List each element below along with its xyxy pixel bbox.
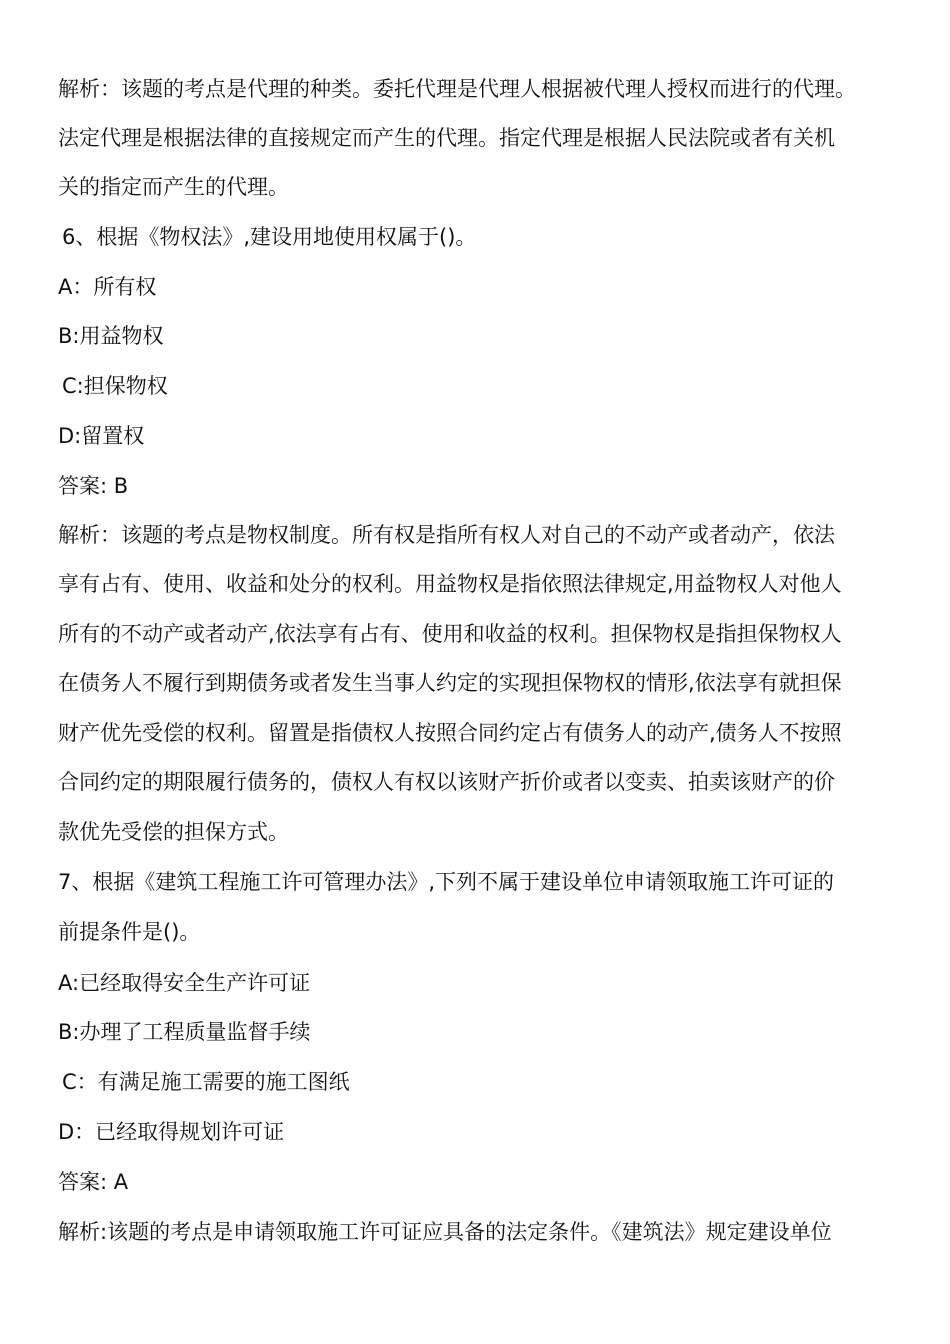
question-6-option-b: B:用益物权 [58, 324, 164, 348]
analysis-q5-line2: 法定代理是根据法律的直接规定而产生的代理。指定代理是根据人民法院或者有关机 [58, 126, 835, 150]
question-7-option-d: D：已经取得规划许可证 [58, 1120, 285, 1144]
question-6-option-c: C:担保物权 [62, 374, 168, 398]
analysis-q5-line3: 关的指定而产生的代理。 [58, 175, 289, 199]
question-7-stem-line2: 前提条件是()。 [58, 920, 201, 944]
question-7-answer: 答案: A [58, 1170, 129, 1194]
question-6-answer: 答案: B [58, 474, 129, 498]
question-7-option-c: C：有满足施工需要的施工图纸 [62, 1070, 350, 1094]
question-7-option-b: B:办理了工程质量监督手续 [58, 1020, 311, 1044]
analysis-q6-line7: 款优先受偿的担保方式。 [58, 820, 289, 844]
analysis-q6-line5: 财产优先受偿的权利。留置是指债权人按照合同约定占有债务人的动产,债务人不按照 [58, 721, 842, 745]
analysis-q6-line2: 享有占有、使用、收益和处分的权利。用益物权是指依照法律规定,用益物权人对他人 [58, 572, 842, 596]
question-6-stem: 6、根据《物权法》,建设用地使用权属于()。 [62, 225, 477, 249]
analysis-q5-line1: 解析：该题的考点是代理的种类。委托代理是代理人根据被代理人授权而进行的代理。 [58, 77, 856, 101]
analysis-q6-line1: 解析：该题的考点是物权制度。所有权是指所有权人对自己的不动产或者动产，依法 [58, 523, 835, 547]
question-6-option-d: D:留置权 [58, 424, 145, 448]
analysis-q6-line4: 在债务人不履行到期债务或者发生当事人约定的实现担保物权的情形,依法享有就担保 [58, 671, 842, 695]
question-6-option-a: A：所有权 [58, 275, 157, 299]
question-7-option-a: A:已经取得安全生产许可证 [58, 971, 311, 995]
analysis-q6-line6: 合同约定的期限履行债务的，债权人有权以该财产折价或者以变卖、拍卖该财产的价 [58, 770, 835, 794]
analysis-q6-line3: 所有的不动产或者动产,依法享有占有、使用和收益的权利。担保物权是指担保物权人 [58, 622, 842, 646]
question-7-stem-line1: 7、根据《建筑工程施工许可管理办法》,下列不属于建设单位申请领取施工许可证的 [58, 870, 835, 894]
analysis-q7-line1: 解析:该题的考点是申请领取施工许可证应具备的法定条件。《建筑法》规定建设单位 [58, 1220, 832, 1244]
